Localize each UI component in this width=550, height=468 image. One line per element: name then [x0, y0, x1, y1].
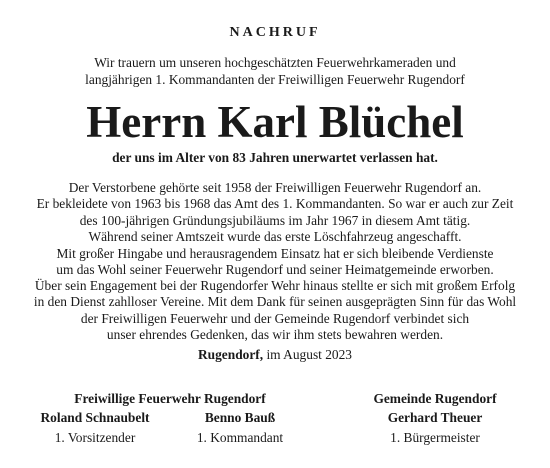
- signatory-name: Benno Bauß: [204, 410, 276, 425]
- signatory-2: [175, 408, 305, 448]
- signatory-role: 1. Bürgermeister: [390, 430, 480, 445]
- age-subline: der uns im Alter von 83 Jahren unerwartet verlassen hat.: [112, 150, 438, 165]
- paragraph-line: der Freiwilligen Feuerwehr und der Gemeinde Rugendorf verbindet sich: [80, 310, 470, 326]
- signatory-3: [345, 408, 525, 448]
- paragraph-line: Mit großer Hingabe und herausragendem Einsatz hat er sich bleibende Verdienste: [56, 245, 494, 261]
- paragraph-line: Er bekleidete von 1963 bis 1968 das Amt des 1. Kommandanten. So war er auch zur Zeit: [36, 196, 514, 212]
- intro-text: [0, 54, 550, 88]
- intro-line: Wir trauern um unseren hochgeschätzten Feuerwehrkameraden und: [94, 55, 456, 70]
- tribute-paragraph: [0, 278, 550, 344]
- notice-heading: NACHRUF: [229, 25, 321, 40]
- signatory-role: 1. Vorsitzender: [54, 430, 136, 445]
- paragraph-line: in den Dienst zahlloser Vereine. Mit dem Dank für seinen ausgeprägten Sinn für das Wohl: [33, 294, 517, 310]
- paragraph-line: Der Verstorbene gehörte seit 1958 der Freiwilligen Feuerwehr Rugendorf an.: [68, 180, 482, 195]
- signatory-org-municipality: Gemeinde Rugendorf: [373, 391, 497, 406]
- signatory-role: 1. Kommandant: [196, 430, 284, 445]
- place-date: [0, 347, 550, 363]
- place: Rugendorf,: [197, 347, 264, 362]
- paragraph-line: um das Wohl seiner Feuerwehr Rugendorf und seiner Heimatgemeinde erworben.: [56, 262, 494, 278]
- paragraph-line: Über sein Engagement bei der Rugendorfer Wehr hinaus stellte er sich mit großem Erfolg: [34, 278, 516, 293]
- signatory-name: Roland Schnaubelt: [40, 410, 150, 425]
- intro-line: langjährigen 1. Kommandanten der Freiwilligen Feuerwehr Rugendorf: [85, 72, 465, 87]
- signatory-1: [20, 408, 170, 448]
- paragraph-line: unser ehrendes Gedenken, das wir ihm stets bewahren werden.: [106, 327, 444, 343]
- paragraph-line: des 100-jährigen Gründungsjubiläums im Jahr 1967 in diesem Amt tätig.: [79, 212, 471, 228]
- deceased-name: Herrn Karl Blüchel: [86, 97, 464, 147]
- signatory-name: Gerhard Theuer: [387, 410, 483, 425]
- date: im August 2023: [263, 347, 353, 362]
- paragraph-line: Während seiner Amtszeit wurde das erste Löschfahrzeug angeschafft.: [88, 229, 462, 245]
- biography-paragraph: [0, 180, 550, 278]
- signatory-org-fire-brigade: Freiwillige Feuerwehr Rugendorf: [74, 391, 266, 406]
